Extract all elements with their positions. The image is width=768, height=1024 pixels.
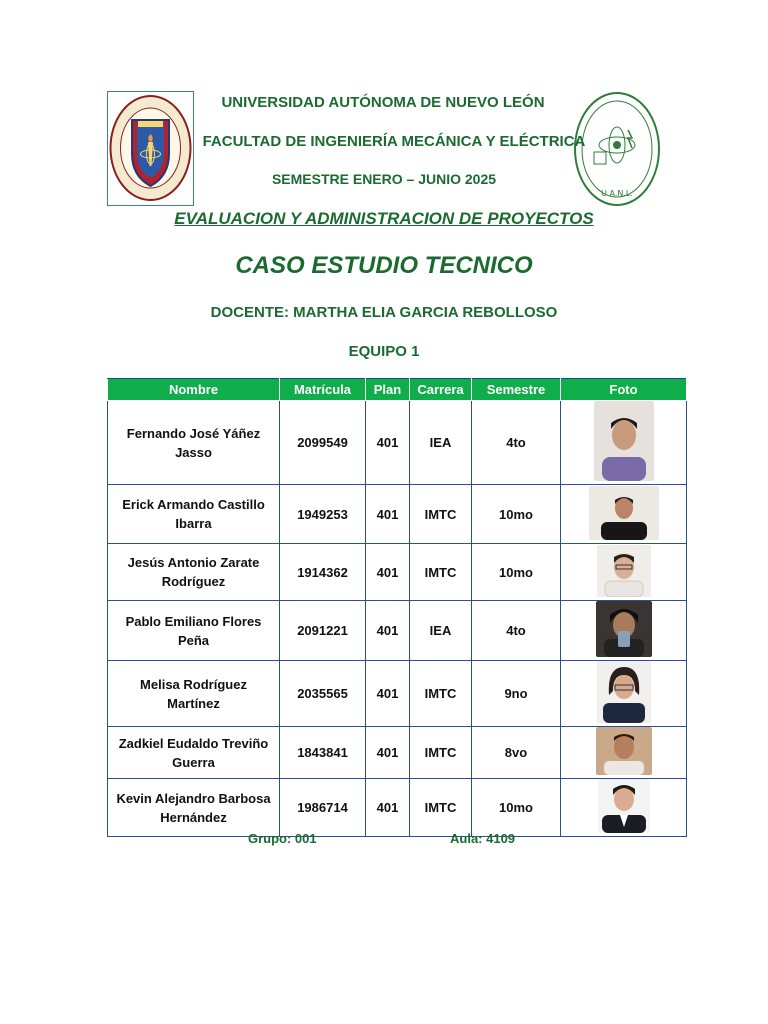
- table-row: [108, 601, 687, 661]
- student-photo: [589, 486, 659, 540]
- student-id: 2099549: [280, 401, 366, 485]
- student-name: Zadkiel Eudaldo Treviño Guerra: [108, 727, 280, 779]
- table-row: [108, 727, 687, 779]
- student-plan: 401: [366, 485, 410, 544]
- student-career: IMTC: [410, 727, 472, 779]
- student-name: Jesús Antonio Zarate Rodríguez: [108, 544, 280, 601]
- student-plan: 401: [366, 727, 410, 779]
- table-row: [108, 661, 687, 727]
- student-career: IEA: [410, 401, 472, 485]
- student-photo-cell: [561, 485, 687, 544]
- student-id: 1914362: [280, 544, 366, 601]
- student-photo: [598, 779, 650, 833]
- student-career: IMTC: [410, 779, 472, 837]
- student-id: 1843841: [280, 727, 366, 779]
- student-id: 1949253: [280, 485, 366, 544]
- teacher-name: DOCENTE: MARTHA ELIA GARCIA REBOLLOSO: [210, 304, 558, 321]
- table-row: [108, 779, 687, 837]
- students-table: [107, 378, 687, 837]
- student-name: Fernando José Yáñez Jasso: [108, 401, 280, 485]
- fime-logo-text: U.A.N.L.: [601, 189, 633, 198]
- room-label: Aula: 4109: [450, 831, 516, 846]
- student-plan: 401: [366, 401, 410, 485]
- faculty-name: FACULTAD DE INGENIERÍA MECÁNICA Y ELÉCTRICA: [202, 133, 586, 150]
- student-semester: 8vo: [472, 727, 561, 779]
- column-header: Nombre: [108, 379, 280, 401]
- student-name: Pablo Emiliano Flores Peña: [108, 601, 280, 661]
- group-label: Grupo: 001: [248, 831, 317, 846]
- student-career: IEA: [410, 601, 472, 661]
- document-title: CASO ESTUDIO TECNICO: [235, 252, 533, 279]
- student-id: 2035565: [280, 661, 366, 727]
- student-semester: 9no: [472, 661, 561, 727]
- student-name: Kevin Alejandro Barbosa Hernández: [108, 779, 280, 837]
- student-name: Melisa Rodríguez Martínez: [108, 661, 280, 727]
- university-name: UNIVERSIDAD AUTÓNOMA DE NUEVO LEÓN: [221, 94, 545, 111]
- student-career: IMTC: [410, 485, 472, 544]
- student-photo: [596, 727, 652, 775]
- student-id: 2091221: [280, 601, 366, 661]
- course-title: EVALUACION Y ADMINISTRACION DE PROYECTOS: [174, 209, 594, 228]
- student-photo-cell: [561, 544, 687, 601]
- student-photo-cell: [561, 601, 687, 661]
- student-semester: 10mo: [472, 485, 561, 544]
- table-row: [108, 485, 687, 544]
- column-header: Carrera: [410, 379, 472, 401]
- student-photo: [596, 601, 652, 657]
- student-plan: 401: [366, 601, 410, 661]
- student-photo-cell: [561, 401, 687, 485]
- table-header-row: [108, 379, 687, 401]
- student-photo-cell: [561, 661, 687, 727]
- student-semester: 4to: [472, 601, 561, 661]
- column-header: Semestre: [472, 379, 561, 401]
- student-photo: [597, 661, 651, 723]
- column-header: Foto: [561, 379, 687, 401]
- student-semester: 4to: [472, 401, 561, 485]
- student-name: Erick Armando Castillo Ibarra: [108, 485, 280, 544]
- student-career: IMTC: [410, 544, 472, 601]
- table-row: [108, 401, 687, 485]
- student-photo-cell: [561, 727, 687, 779]
- column-header: Matrícula: [280, 379, 366, 401]
- student-semester: 10mo: [472, 544, 561, 601]
- team-label: EQUIPO 1: [348, 343, 420, 360]
- student-photo: [594, 401, 654, 481]
- student-photo: [597, 545, 651, 597]
- student-plan: 401: [366, 779, 410, 837]
- table-row: [108, 544, 687, 601]
- student-photo-cell: [561, 779, 687, 837]
- student-plan: 401: [366, 661, 410, 727]
- student-semester: 10mo: [472, 779, 561, 837]
- semester-label: SEMESTRE ENERO – JUNIO 2025: [271, 171, 497, 187]
- column-header: Plan: [366, 379, 410, 401]
- student-plan: 401: [366, 544, 410, 601]
- student-id: 1986714: [280, 779, 366, 837]
- student-career: IMTC: [410, 661, 472, 727]
